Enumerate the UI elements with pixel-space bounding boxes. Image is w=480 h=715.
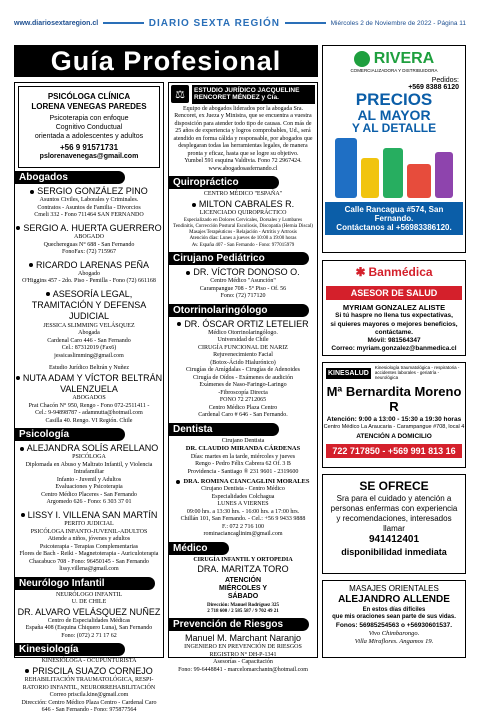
section-otorrino: Otorrinolaringólogo: [169, 304, 309, 317]
left-column: [14, 82, 164, 713]
product-images: [323, 134, 465, 202]
section-dentista: Dentista: [169, 423, 279, 436]
domicilio: ATENCIÓN A DOMICILIO: [356, 432, 432, 440]
line: 2 718 600 / 2 585 587 / 9 702 49 21: [207, 608, 279, 614]
bullet-icon: [16, 226, 20, 230]
line: Rejuvenecimiento Facial: [213, 352, 273, 359]
scales-icon: ⚖: [171, 85, 189, 103]
product-bottle-icon: [435, 152, 453, 198]
name: DR. CLAUDIO MIRANDA CÁRDENAS: [185, 445, 301, 453]
listing: [15, 510, 163, 574]
line: Centro Médico Placeres - San Fernando: [41, 491, 137, 498]
name: MYRIAM GONZALEZ ALISTE: [342, 303, 446, 312]
line: Rengo - Pedro Félix Cabrera 62 Of. 3 B: [195, 461, 291, 468]
line: CENTRO MÉDICO "ESPAÑA": [203, 191, 283, 198]
listing: [169, 557, 317, 615]
line: O'Higgins 457 - 2do. Piso - Pemilla - Fono (72) 661168: [22, 278, 156, 285]
ad-banmedica: [322, 260, 466, 356]
listing: [15, 223, 163, 257]
line: FONO 72 2712065: [219, 397, 267, 404]
line: CIRUGÍA INFANTIL Y ORTOPEDIA: [193, 556, 293, 563]
line: Fonos: 56985254563 o +56930601537.: [335, 621, 453, 629]
bullet-icon: [177, 322, 181, 326]
line: si quieres mayores o mejores beneficios,: [330, 320, 458, 328]
name: DR. ALVARO VELÁSQUEZ NUÑEZ: [17, 606, 161, 617]
asesor-label: ASESOR DE SALUD: [326, 286, 462, 300]
product-bottle-icon: [361, 158, 379, 198]
bullet-icon: [29, 263, 33, 267]
line: Centro de Especialidades Médicas: [47, 617, 131, 624]
line: CIRUGÍA FUNCIONAL DE NARIZ: [198, 344, 288, 351]
hours: Atención: 9:00 a 13:00 - 15:30 a 19:30 horas: [326, 415, 462, 423]
line: INGENIERO EN PREVENCIÓN DE RIESGOS: [184, 644, 302, 651]
line: F.: 072 2 716 100: [221, 523, 265, 530]
line: Cel.: 9-94898787 - adamnutta@hotmail.com: [35, 410, 143, 416]
listing: [169, 319, 317, 420]
line: Flores de Bach - Reiki - Magnetoterapia - Auriculoterapia: [19, 551, 159, 557]
bullet-icon: [20, 447, 24, 451]
line: Villa Miraflores. Angamos 19.: [354, 637, 434, 645]
line: jessicaslimming@gmail.com: [54, 352, 124, 359]
listing: [15, 443, 163, 507]
section-psicologia: Psicología: [15, 428, 125, 441]
listing: [169, 633, 317, 674]
line: JESSICA SLIMMING VELÁSQUEZ: [43, 322, 135, 329]
page-header: [14, 16, 466, 30]
line: Universidad de Chile: [217, 337, 269, 344]
site-url[interactable]: www.diariosextaregion.cl: [14, 19, 99, 27]
line: Abogado: [78, 270, 100, 277]
bullet-icon: [176, 480, 180, 484]
line: Cirujano Dentista - Centro Médico: [201, 486, 285, 493]
line: Días: martes en la tarde, miércoles y jueves: [190, 453, 296, 460]
listing: [169, 191, 317, 249]
ad-se-ofrece: [322, 474, 466, 574]
line: Cirujano Dentista: [221, 437, 265, 444]
listing: [169, 478, 317, 539]
line: FonoFax: (72) 715967: [62, 249, 116, 255]
box-line: Psicoterapia con enfoque: [49, 115, 129, 122]
line: Asesorías - Capacitación: [213, 659, 273, 666]
line: Av. España 407 - San Fernando - Fono: 977015979: [191, 242, 295, 248]
precios-line: AL MAYOR: [357, 107, 431, 123]
line: España 408 (Esquina Chiquero Luna), San Fernando: [25, 625, 153, 632]
line: Correo: myriam.gonzalez@banmedica.cl: [331, 344, 457, 352]
line: Psicoterapia - Terapias Complementarias: [39, 543, 139, 550]
line: ABOGADO: [74, 234, 104, 240]
rivera-header: [323, 46, 465, 77]
line: 646 - San Fernando - Fono: 975877564: [41, 707, 137, 713]
line: ABOGADOS: [72, 395, 106, 401]
line: Abogada: [78, 330, 100, 336]
line: Cardenal Caro # 646 - San Fernando.: [198, 412, 288, 419]
line: Fono: (72) 717120: [220, 293, 266, 300]
name: DRA. MARITZA TORO: [197, 564, 289, 575]
line: Dirección: Manuel Rodríguez 325: [207, 602, 279, 608]
line: Especialidades Colchagua: [211, 493, 275, 500]
line: Asuntos Civiles, Laborales y Criminales.: [39, 197, 139, 204]
line: U. DE CHILE: [71, 599, 107, 605]
ad-masajes: [322, 580, 466, 658]
section-neurologo: Neurólogo Infantil: [15, 577, 155, 590]
name: RICARDO LARENAS PEÑA: [35, 259, 150, 270]
bullet-icon: [30, 190, 34, 194]
psicologa-box: [18, 86, 160, 168]
line: Cirugías de Amígdalas - Cirugías de Adenoides: [186, 367, 300, 374]
line: Dirección: Centro Médico Plaza Centro - Cardenal Caro: [21, 699, 157, 706]
line: Móvil: 981564347: [367, 336, 421, 344]
line: Providencia - Santiago ® 231 9601 - 2319600: [187, 468, 299, 475]
line: que mis oraciones sean parte de sus vidas.: [332, 614, 456, 620]
line: RATORIO INFANTIL, NEURORREHABILITACIÓN: [22, 684, 156, 691]
line: Cel.: 87312019 (Fax6): [61, 345, 117, 351]
precios-line: PRECIOS: [355, 90, 433, 109]
bullet-icon: [46, 292, 50, 296]
line: Carampangue 708 - 5° Piso - Of. 56: [199, 285, 287, 292]
addr: Calle Rancagua #574, San Fernando.: [344, 205, 444, 223]
line: PSICÓLOGA: [72, 454, 106, 461]
name: ALEJANDRO ALLENDE: [338, 594, 450, 605]
section-kinesiologia: Kinesiología: [15, 643, 125, 656]
line: Cardenal Caro 446 - San Fernando: [47, 337, 131, 344]
box-line: Cognitivo Conductual: [55, 123, 123, 131]
section-medico: Médico: [169, 542, 229, 555]
line: REHABILITACIÓN TRAUMATOLÓGICA, RESPI-: [24, 677, 154, 683]
banmedica-brand: Banmédica: [368, 265, 433, 279]
phone: +56 9 91571731: [59, 143, 119, 153]
header-date: Miércoles 2 de Noviembre de 2022 - Página 11: [330, 19, 467, 27]
line: Médico Otorrinolaringólogo.: [208, 329, 278, 336]
bullet-icon: [192, 203, 196, 207]
line: llamar: [383, 524, 405, 533]
pedidos: [323, 77, 465, 91]
name: SERGIO A. HUERTA GUERRERO: [23, 222, 162, 233]
product-box-icon: [407, 164, 431, 198]
line: Masajes Terapéuticos - Relajación - Artritis y Artrosis: [189, 230, 297, 236]
listing: [15, 658, 163, 714]
listing: [15, 186, 163, 220]
bullet-icon: [21, 513, 25, 517]
name: Mª Bernardita Moreno R: [326, 383, 462, 414]
name: ALEJANDRA SOLÍS ARELLANO: [26, 443, 159, 453]
line: Argomedo 626 - Fono: 6 303 37 01: [46, 499, 132, 506]
name: LISSY I. VILLENA SAN MARTÍN: [27, 509, 158, 520]
ad-rivera: [322, 45, 466, 253]
line: (Botox-Ácido Hialurónico): [210, 359, 276, 366]
masajes-head: MASAJES ORIENTALES: [349, 584, 439, 593]
line: Evaluaciones y Psicoterapia: [55, 484, 123, 491]
listing: [169, 438, 317, 476]
line: Prat Chacón N° 950, Rengo - Fono 072-2511411 -: [28, 402, 150, 409]
line: rominaciancaglinim@gmail.com: [203, 531, 283, 538]
header-rule: [103, 22, 144, 24]
section-riegos: Prevención de Riesgos: [169, 618, 309, 631]
line: LICENCIADO QUIROPRÁCTICO: [199, 210, 287, 217]
precios-line: Y AL DETALLE: [351, 121, 437, 135]
name: NUTA ADAM Y VÍCTOR BELTRÁN VALENZUELA: [22, 372, 163, 394]
line: PERITO JUDICIAL: [64, 521, 114, 527]
line: Contratos - Asuntos de Familia - Divorcios: [37, 204, 141, 211]
line: Diplomada en Abuso y Maltrato Infantil, y Violencia Intrafamiliar: [25, 461, 153, 476]
line: Tendinitis, Corrección Postural Escoliosis, Discopatía (Hernia Discal): [173, 223, 313, 229]
line: Atiende a niños, jóvenes y adultos: [47, 536, 131, 542]
name: Manuel M. Marchant Naranjo: [184, 633, 302, 643]
ej-web[interactable]: www.abogadosasfernando.cl: [208, 165, 278, 172]
section-quiro: Quiropráctico: [169, 176, 279, 189]
bullet-icon: [186, 271, 190, 275]
ad-kinesalud: [322, 362, 466, 468]
ej-body: Equipo de abogados liderados por la abogada Sra. Rencoret, ex Jueza y Ministra, que se encuentra a vuestra disposición para atender todo tipo de causas. Con más de 25 años de experiencia y logros comprobables, Ud., será atendido en forma cálida y responsable, por abogados que desplegaran todas las herramientas legales, de manera pronta y eficaz, hasta que se logre su objetivo.: [173, 105, 313, 157]
line: Cirugía de Oídos - Exámenes de audición: [193, 374, 293, 381]
ej-head: ESTUDIO JURÍDICO JACQUELINE RENCORET MÉNDEZ y Cía.: [192, 85, 315, 104]
line: Si tú haspre no llena tus expectativas,: [335, 312, 453, 320]
line: Sra para el cuidado y atención a: [336, 494, 452, 503]
newspaper-name: DIARIO SEXTA REGIÓN: [148, 17, 281, 29]
page-title: Guía Profesional: [14, 45, 318, 77]
rivera-brand: RIVERA: [373, 50, 435, 67]
line: Centro Médico "Asunción": [210, 278, 276, 285]
section-abogados: Abogados: [15, 171, 125, 184]
precios: [323, 91, 465, 134]
rivera-logo-icon: [354, 51, 370, 67]
listing: [15, 260, 163, 286]
product-bottle-icon: [335, 138, 357, 198]
line: Infanto - Juvenil y Adultos: [56, 476, 122, 483]
line: Correo priscila.kine@gmail.com: [49, 692, 129, 698]
name: MILTON CABRALES R.: [198, 198, 295, 209]
line: Chillán 101, San Fernando. - Cel.: +56 9 9433 9888: [180, 516, 306, 523]
phones: 722 717850 - +569 991 813 16: [326, 444, 462, 458]
listing: [169, 267, 317, 301]
estudio-juridico: [169, 83, 317, 106]
line: Fono: (072) 2 71 17 62: [61, 632, 117, 639]
name: DR. ÓSCAR ORTIZ LETELIER: [184, 318, 309, 329]
line: Chacabuco 708 - Fono: 96450145 - San Fernando: [29, 558, 149, 565]
line: Atención días: Lunes a jueves de 10:00 a 19:00 horas: [189, 236, 297, 242]
line: NEURÓLOGO INFANTIL: [55, 591, 123, 598]
header-rule: [285, 22, 326, 24]
section-cirujano: Cirujano Pediátrico: [169, 252, 309, 265]
atencion: ATENCIÓN MIÉRCOLES Y SÁBADO: [218, 577, 268, 600]
banmedica-body: [323, 303, 465, 353]
line: LUNES A VIERNES: [217, 501, 269, 508]
listing: [15, 365, 163, 425]
phone: 941412401: [368, 534, 420, 545]
bullet-icon: [16, 376, 20, 380]
box-line: orientada a adolescentes y adultos: [34, 132, 144, 140]
line: Fono: 99-6448841 - marcelomarchantn@hotmail.com: [178, 666, 308, 673]
line: KINESIÓLOGA - OCUPUNTURISTA: [41, 658, 137, 665]
kinesalud-header: [323, 363, 465, 384]
middle-column: [168, 82, 318, 673]
ped-phone: +569 8388 6120: [408, 84, 459, 91]
line: REGISTRO N° DH-P-1341: [209, 651, 277, 658]
email: pslorenavenegas@gmail.com: [39, 153, 139, 161]
line: Centro Médico Plaza Centro: [208, 404, 278, 411]
line: Quechereguas N° 688 - San Fernando: [43, 241, 135, 248]
line: disponibilidad inmediata: [341, 546, 447, 557]
line: Cmeli 332 - Fono 711464 SAN FERNANDO: [34, 212, 144, 219]
line: personas enfermas con experiencia: [330, 504, 458, 513]
name: DR. VÍCTOR DONOSO O.: [193, 266, 300, 277]
line: Especializado en Dolores Cervicales, Dorsales y Lumbares: [183, 217, 303, 223]
box-line: LORENA VENEGAS PAREDES: [31, 102, 147, 111]
name: ASESORÍA LEGAL, TRAMITACIÓN Y DEFENSA JUDICIAL: [31, 288, 147, 322]
contact: Contáctanos al +56983386120.: [336, 223, 452, 232]
line: y recomendaciones, interesados: [336, 514, 452, 523]
name: DRA. ROMINA CIANCAGLINI MORALES: [183, 478, 310, 486]
ej-addr: Yumbel 591 esquina Valdivia. Fono 72 2967424.: [184, 158, 302, 165]
ped-label: Pedidos:: [431, 77, 459, 84]
line: Casilla 40. Rengo. VI Región. Chile: [45, 417, 133, 424]
line: Vivo Chimbarongo.: [368, 629, 420, 637]
line: Estudio Jurídico Beltrán y Nuñez: [49, 365, 129, 371]
banmedica-logo-icon: ✱: [355, 265, 366, 279]
kinesalud-tag: Kinesiología traumatológica - respiratoria - accidentes laborales - geriatría - neurológica: [374, 365, 460, 380]
listing: [15, 289, 163, 360]
kinesalud-brand: KINESALUD: [328, 369, 369, 377]
box-line: PSICÓLOGA CLÍNICA: [47, 92, 131, 101]
line: 09:00 hrs. a 13:30 hrs. - 16:00 hrs. a 17:00 hrs.: [186, 508, 300, 515]
line: lissy.villena@gmail.com: [59, 566, 119, 572]
addr: Centro Médico La Araucaria - Carampangue #708, local 4: [323, 423, 465, 430]
listing: [15, 592, 163, 641]
line: Exámenes de Naso-Faringo-Laringo: [199, 382, 287, 389]
line: -Fibroscopía Directa: [218, 389, 268, 396]
head: SE OFRECE: [359, 479, 429, 493]
product-bottle-icon: [383, 148, 403, 198]
name: SERGIO GONZÁLEZ PINO: [37, 186, 148, 196]
rivera-contact: [325, 202, 463, 235]
banmedica-header: [323, 261, 465, 283]
name: PRISCILA SUAZO CORNEJO: [32, 665, 153, 676]
line: contáctame.: [375, 328, 413, 336]
line: En estos días difíciles: [362, 606, 426, 613]
rivera-sub: COMERCIALIZADORA Y DISTRIBUIDORA: [350, 68, 438, 73]
line: PSICÓLOGA INFANTO-JUVENIL-ADULTOS: [30, 528, 148, 535]
